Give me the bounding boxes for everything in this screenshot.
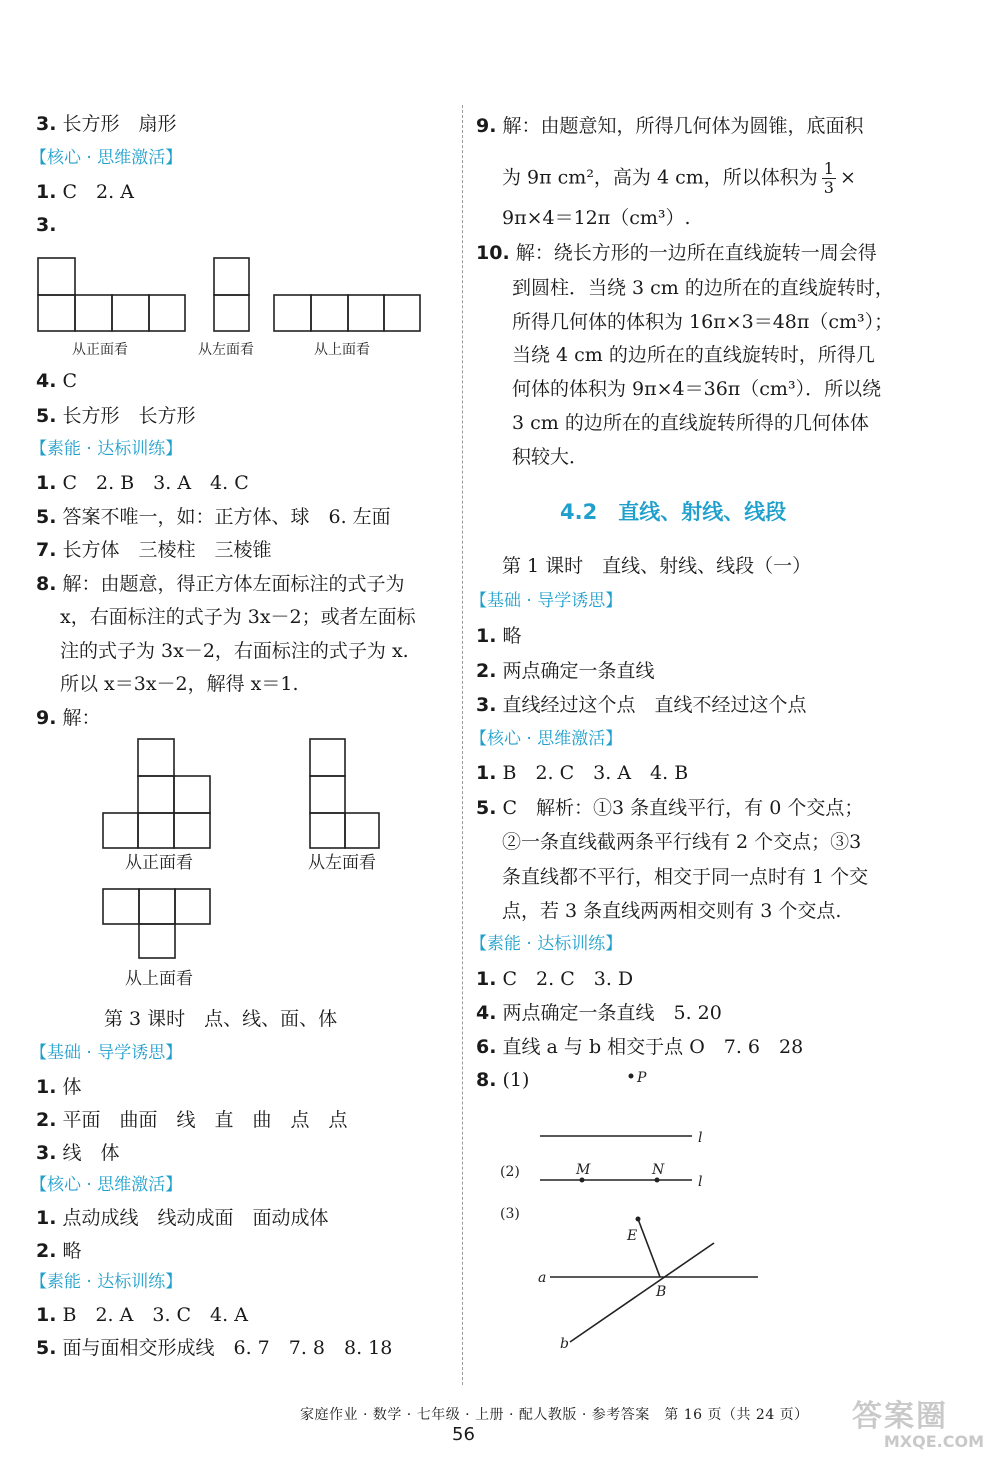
label-a: a xyxy=(538,1270,547,1286)
right-line-12: 1. 略 xyxy=(476,625,522,647)
right-line-5: 到圆柱．当绕 3 cm 的边所在的直线旋转时， xyxy=(512,277,894,299)
view-square xyxy=(38,258,75,295)
view-square xyxy=(149,295,185,331)
right-line-1: 9. 解：由题意知，所得几何体为圆锥，底面积 xyxy=(476,115,864,137)
section-core-1: 【核心 · 思维激活】 xyxy=(30,148,183,168)
right-line-16: 1. B 2. C 3. A 4. B xyxy=(476,762,689,784)
right-line-25: 8. (1) xyxy=(476,1069,530,1091)
right-line-6: 所得几何体的体积为 16π×3＝48π（cm³）； xyxy=(512,311,894,333)
view-square xyxy=(274,295,311,331)
right-line-17: 5. C 解析：①3 条直线平行，有 0 个交点； xyxy=(476,797,864,819)
label-m: M xyxy=(576,1162,591,1178)
view-square xyxy=(103,889,139,924)
ray-be xyxy=(638,1219,660,1277)
section-basic-r: 【基础 · 导学诱思】 xyxy=(470,591,623,611)
page-number: 56 xyxy=(452,1424,475,1445)
left-line-19: 3. 线 体 xyxy=(36,1142,120,1164)
left-line-14: 所以 x＝3x－2，解得 x＝1. xyxy=(60,673,299,695)
view-square xyxy=(139,889,175,924)
right-line-20: 点，若 3 条直线两两相交则有 3 个交点. xyxy=(502,900,842,922)
left-line-13: 注的式子为 3x－2，右面标注的式子为 x. xyxy=(60,640,409,662)
left-line-24: 1. B 2. A 3. C 4. A xyxy=(36,1304,248,1326)
point-m xyxy=(580,1178,585,1183)
view-square xyxy=(345,813,379,848)
view-square xyxy=(310,739,345,776)
view-square xyxy=(348,295,384,331)
left-line-8: 1. C 2. B 3. A 4. C xyxy=(36,472,249,494)
view-square xyxy=(175,889,210,924)
label-l-1: l xyxy=(698,1130,703,1146)
view-square xyxy=(384,295,420,331)
view-square xyxy=(138,739,174,776)
three-view-figure-1 xyxy=(30,250,450,360)
watermark-logo: 答案圈 xyxy=(852,1399,948,1434)
view-square xyxy=(310,776,345,813)
view-square xyxy=(310,813,345,848)
left-line-1: 3. 长方形 扇形 xyxy=(36,113,177,135)
left-line-12: x，右面标注的式子为 3x－2；或者左面标 xyxy=(60,606,416,628)
section-skill-1: 【素能 · 达标训练】 xyxy=(30,439,183,459)
left-line-9: 5. 答案不唯一，如：正方体、球 6. 左面 xyxy=(36,506,391,528)
right-line-8: 何体的体积为 9π×4＝36π（cm³）．所以绕 xyxy=(512,378,882,400)
left-line-17: 1. 体 xyxy=(36,1076,82,1098)
geometry-figure xyxy=(490,1066,780,1356)
label-p: P xyxy=(637,1070,647,1086)
left-line-5: 4. C xyxy=(36,370,78,392)
label-part-2: (2) xyxy=(500,1164,520,1180)
label-b-line: b xyxy=(560,1336,569,1352)
view-label-left: 从左面看 xyxy=(308,853,376,873)
right-line-24: 6. 直线 a 与 b 相交于点 O 7. 6 28 xyxy=(476,1036,804,1058)
watermark xyxy=(852,1400,984,1450)
right-line-9: 3 cm 的边所在的直线旋转所得的几何体体 xyxy=(512,412,869,434)
three-view-figure-2 xyxy=(100,736,400,996)
right-line-18: ②一条直线截两条平行线有 2 个交点；③3 xyxy=(502,831,862,853)
view-square xyxy=(112,295,149,331)
point-e xyxy=(636,1217,641,1222)
view-label-top: 从上面看 xyxy=(125,969,193,989)
view-label-left: 从左面看 xyxy=(198,342,254,358)
view-square xyxy=(138,813,174,848)
label-e: E xyxy=(627,1228,638,1244)
view-square xyxy=(38,295,75,331)
view-square xyxy=(214,295,249,331)
view-square xyxy=(311,295,348,331)
left-line-3: 1. C 2. A xyxy=(36,181,134,203)
view-label-front: 从正面看 xyxy=(125,853,193,873)
view-label-front: 从正面看 xyxy=(72,342,128,358)
right-line-13: 2. 两点确定一条直线 xyxy=(476,660,655,682)
label-n: N xyxy=(652,1162,665,1178)
right-line-4: 10. 解：绕长方形的一边所在直线旋转一周会得 xyxy=(476,242,877,264)
left-line-4: 3. xyxy=(36,214,57,236)
left-line-6: 5. 长方形 长方形 xyxy=(36,405,196,427)
left-line-10: 7. 长方体 三棱柱 三棱锥 xyxy=(36,539,272,561)
right-line-2: 为 9π cm²，高为 4 cm，所以体积为 $\frac{1}{3}$ × xyxy=(502,159,856,197)
page-footer: 家庭作业 · 数学 · 七年级 · 上册 · 配人教版 · 参考答案 第 16 页（共 24 页） xyxy=(300,1407,809,1423)
section-core-r: 【核心 · 思维激活】 xyxy=(470,729,623,749)
watermark-url: MXQE.COM xyxy=(883,1432,984,1451)
right-line-3: 9π×4＝12π（cm³）. xyxy=(502,207,691,229)
section-core-2: 【核心 · 思维激活】 xyxy=(30,1175,183,1195)
section-skill-2: 【素能 · 达标训练】 xyxy=(30,1272,183,1292)
label-part-3: (3) xyxy=(500,1206,520,1222)
section-skill-r: 【素能 · 达标训练】 xyxy=(470,934,623,954)
label-l-2: l xyxy=(698,1174,703,1190)
view-square xyxy=(103,813,138,848)
point-p xyxy=(629,1074,634,1079)
right-line-14: 3. 直线经过这个点 直线不经过这个点 xyxy=(476,694,807,716)
line-b xyxy=(570,1243,714,1342)
right-line-7: 当绕 4 cm 的边所在的直线旋转时，所得几 xyxy=(512,344,875,366)
section-title: 4.2 直线、射线、线段 xyxy=(560,500,787,524)
left-line-25: 5. 面与面相交形成线 6. 7 7. 8 8. 18 xyxy=(36,1337,393,1359)
column-divider xyxy=(462,105,463,1385)
view-square xyxy=(214,258,249,295)
view-square xyxy=(174,813,210,848)
left-line-15: 9. 解： xyxy=(36,707,101,729)
right-line-22: 1. C 2. C 3. D xyxy=(476,968,634,990)
view-square xyxy=(174,776,210,813)
fraction-one-third: $\frac{1}{3}$ xyxy=(823,159,834,197)
lesson-3-title: 第 3 课时 点、线、面、体 xyxy=(104,1008,338,1030)
lesson-1-title: 第 1 课时 直线、射线、线段（一） xyxy=(502,555,812,577)
view-label-top: 从上面看 xyxy=(314,342,370,358)
right-line-19: 条直线都不平行，相交于同一点时有 1 个交 xyxy=(502,866,869,888)
right-line-23: 4. 两点确定一条直线 5. 20 xyxy=(476,1002,722,1024)
left-line-18: 2. 平面 曲面 线 直 曲 点 点 xyxy=(36,1109,348,1131)
view-square xyxy=(138,776,174,813)
point-n xyxy=(655,1178,660,1183)
left-line-21: 1. 点动成线 线动成面 面动成体 xyxy=(36,1207,329,1229)
left-line-11: 8. 解：由题意，得正方体左面标注的式子为 xyxy=(36,573,405,595)
label-b-point: B xyxy=(656,1284,667,1300)
section-basic-2: 【基础 · 导学诱思】 xyxy=(30,1043,183,1063)
left-line-22: 2. 略 xyxy=(36,1240,82,1262)
right-line-10: 积较大． xyxy=(512,446,589,468)
view-square xyxy=(75,295,112,331)
view-square xyxy=(139,924,175,958)
